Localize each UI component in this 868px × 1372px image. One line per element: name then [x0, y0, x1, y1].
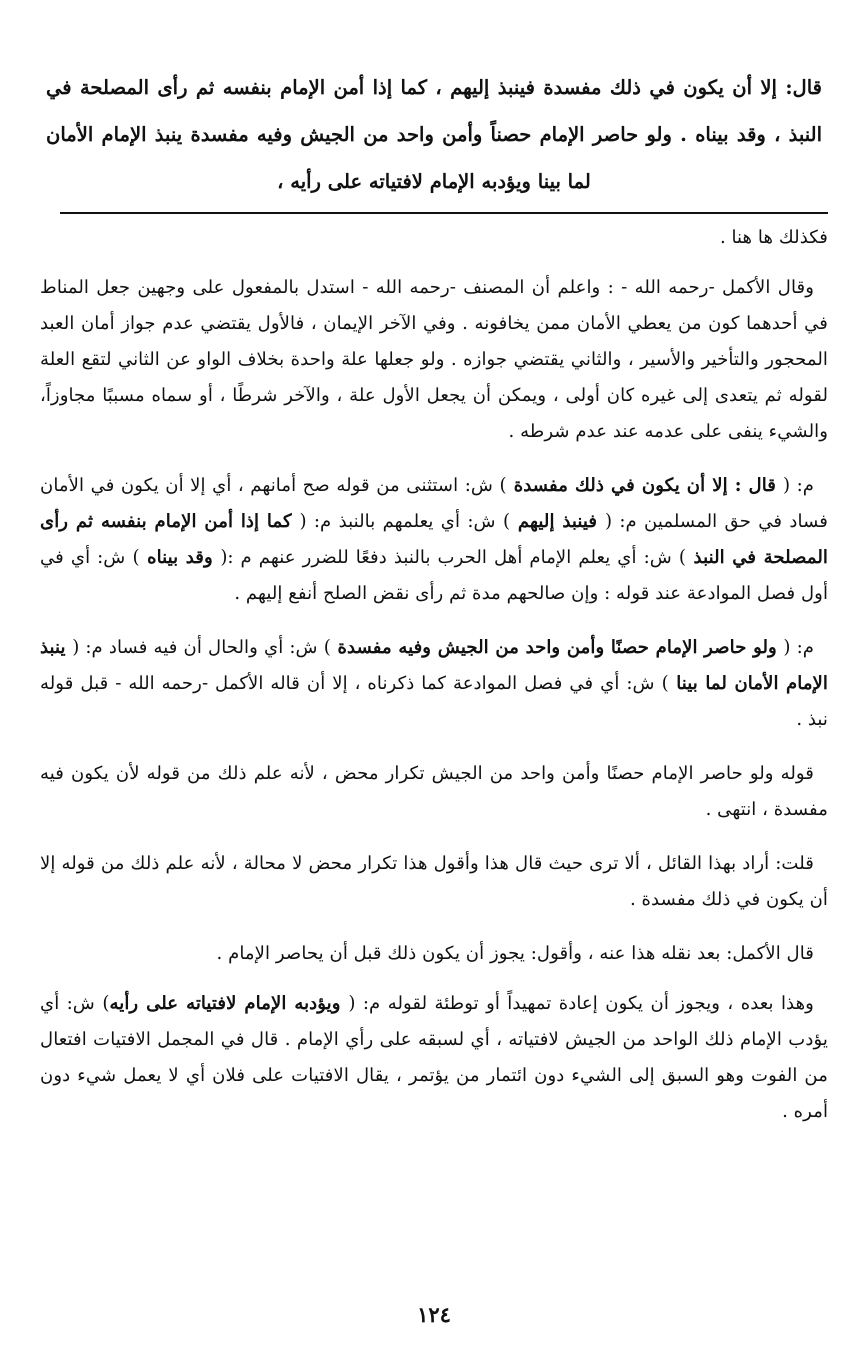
paragraph-7: قال الأكمل: بعد نقله هذا عنه ، وأقول: يجوز أن يكون ذلك قبل أن يحاصر الإمام .: [216, 943, 814, 964]
quoted-matn: ينبذ الإمام الأمان لما بينا: [40, 637, 828, 694]
quoted-matn: ولو حاصر الإمام حصنًا وأمن واحد من الجيش وفيه مفسدة: [330, 637, 784, 658]
paragraph-6: قلت: أراد بهذا القائل ، ألا ترى حيث قال هذا وأقول هذا تكرار محض لا محالة ، لأنه علم ذلك من قوله إلا أن يكون في ذلك مفسدة .: [40, 853, 828, 910]
quoted-matn: كما إذا أمن الإمام بنفسه ثم رأى المصلحة في النبذ: [40, 511, 828, 568]
matn-text: قال: إلا أن يكون في ذلك مفسدة فينبذ إليهم ، كما إذا أمن الإمام بنفسه ثم رأى المصلحة في النبذ ، وقد بيناه . ولو حاصر الإمام حصناً وأمن واحد من الجيش وفيه مفسدة ينبذ الإمام الأمان لما بينا ويؤدبه الإمام لافتياته على رأيه ،: [46, 76, 822, 193]
quoted-matn: وقد بيناه: [139, 547, 221, 568]
text-run: ) ش: أي يعلم الإمام أهل الحرب بالنبذ دفعًا للضرر عنهم م :(: [220, 547, 686, 568]
text-run: ) ش: أي والحال أن فيه فساد م: (: [72, 637, 331, 658]
paragraph-3: [40, 468, 828, 612]
paragraph-5: قوله ولو حاصر الإمام حصنًا وأمن واحد من الجيش تكرار محض ، لأنه علم ذلك من قوله لأن يكون فيه مفسدة ، انتهى .: [40, 763, 828, 820]
text-run: ) ش: أي في أول فصل الموادعة عند قوله : وإن صالحهم مدة ثم رأى نقض الصلح أنفع إليهم .: [40, 547, 828, 604]
text-run: م: (: [783, 637, 814, 658]
commentary: [40, 220, 828, 1148]
text-run: ) ش: أي في فصل الموادعة كما ذكرناه ، إلا أن قاله الأكمل -رحمه الله - قبل قوله نبذ .: [40, 673, 828, 730]
paragraph-8: [40, 986, 828, 1130]
paragraph-4: [40, 630, 828, 738]
paragraph-2: وقال الأكمل -رحمه الله - : واعلم أن المصنف -رحمه الله - استدل بالمفعول على وجهين جعل المناط في أحدهما كون من يعطي الأمان ممن يخافونه . وفي الآخر الإيمان ، فالأول يقتضي عدم جواز أمان العبد المحجور والتأخير والأسير ، والثاني يقتضي جوازه . ولو جعلها علة واحدة بخلاف الواو عن الثاني لتقع العلة لقوله ثم يتعدى إلى غيره كان أولى ، ويمكن أن يجعل الأول علة ، والآخر شرطًا ، أو سماه مسببًا مجاوزاً، والشيء ينفى على عدمه عند عدم شرطه .: [40, 277, 828, 442]
quoted-matn: ويؤدبه الإمام لافتياته على رأيه: [109, 993, 349, 1014]
text-run: م: (: [783, 475, 814, 496]
separator-line: [60, 212, 828, 214]
text-run: وهذا بعده ، ويجوز أن يكون إعادة تمهيداً أو توطئة لقوله م: (: [348, 993, 814, 1014]
paragraph-1: فكذلك ها هنا .: [719, 227, 828, 248]
quoted-matn: فينبذ إليهم: [510, 511, 605, 532]
text-run: ) ش: أي يؤدب الإمام ذلك الواحد من الجيش لافتياته ، أي لسبقه على رأي الإمام . قال في المجمل الافتيات افتعال من الفوت وهو السبق إلى الشيء دون ائتمار من يؤتمر ، يقال الافتيات على فلان أي لا يعمل شيء دون أمره .: [40, 993, 828, 1122]
page-number: ١٢٤: [417, 1302, 451, 1327]
text-run: ) ش: استثنى من قوله صح أمانهم ، أي إلا أن يكون في الأمان فساد في حق المسلمين م: (: [40, 475, 828, 532]
text-run: ) ش: أي يعلمهم بالنبذ م: (: [299, 511, 511, 532]
quoted-matn: قال : إلا أن يكون في ذلك مفسدة: [506, 475, 784, 496]
